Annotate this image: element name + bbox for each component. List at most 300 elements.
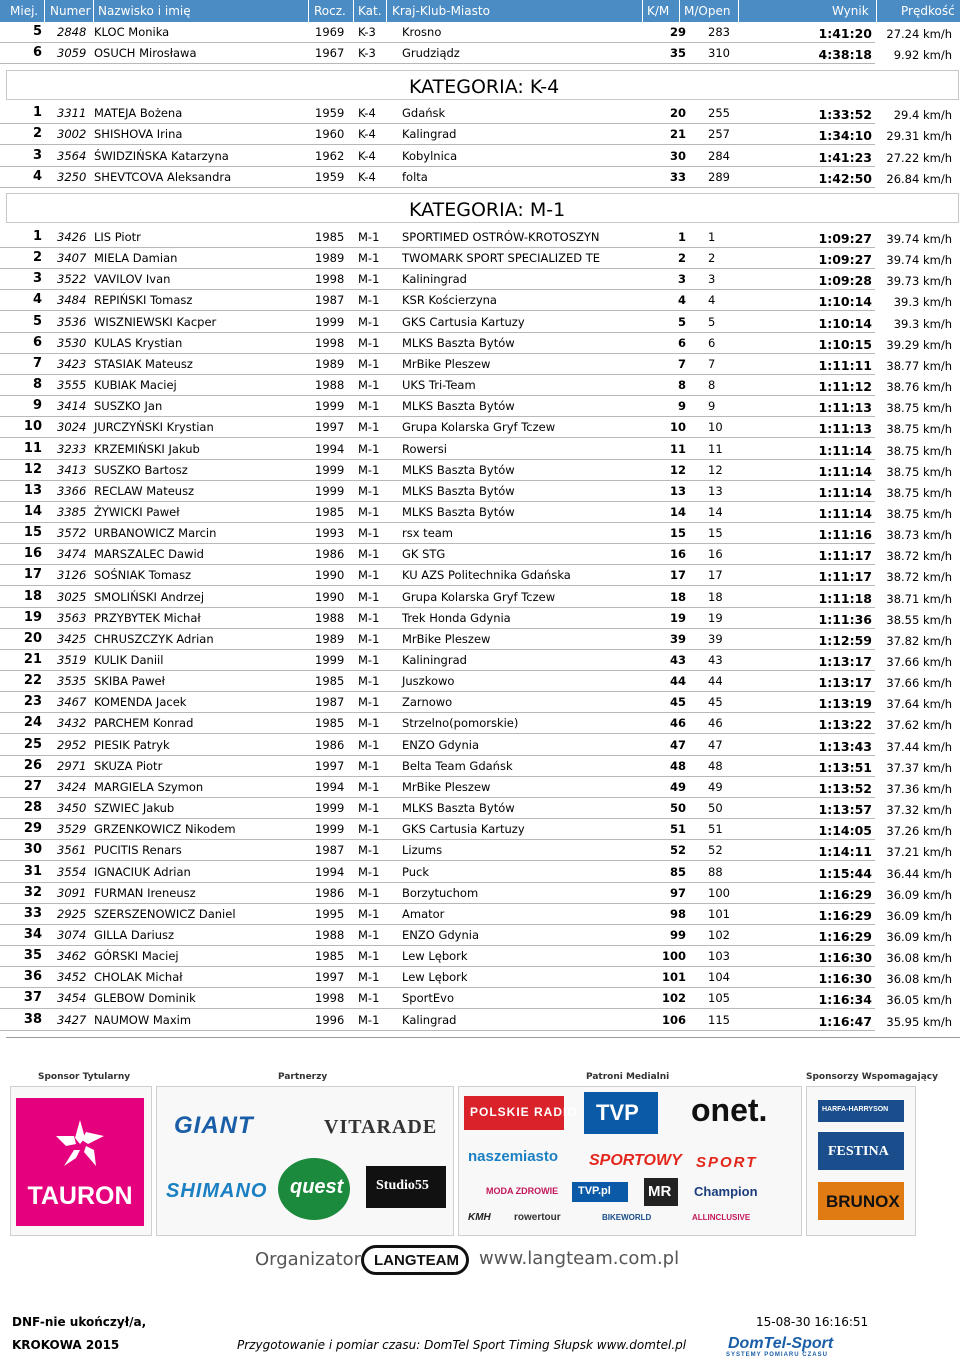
cell-km: 29 (669, 25, 686, 39)
cell-speed: 36.08 km/h (886, 951, 952, 966)
cell-mo: 17 (708, 568, 723, 583)
cell-pos: 31 (23, 863, 42, 879)
cell-wynik: 1:14:11 (818, 844, 872, 860)
table-row (0, 227, 960, 248)
cell-city: KU AZS Politechnika Gdańska (402, 568, 571, 583)
cell-city: Rowersi (402, 441, 447, 456)
cell-mo: 19 (708, 610, 723, 625)
cell-name: PIESIK Patryk (94, 737, 170, 752)
table-row (0, 146, 960, 167)
cell-speed: 36.09 km/h (886, 887, 952, 902)
cell-year: 1988 (315, 378, 345, 393)
cell-wynik: 1:11:14 (818, 505, 872, 521)
cell-name: JURCZYŃSKI Krystian (94, 420, 214, 435)
cell-name: PRZYBYTEK Michał (94, 610, 201, 625)
shimano-logo: SHIMANO (166, 1180, 268, 1202)
table-row (0, 333, 960, 354)
header-miej: Miej. (10, 4, 39, 18)
cell-wynik: 1:16:47 (818, 1013, 872, 1029)
cell-city: Kalingrad (402, 127, 457, 142)
cell-pos: 4 (32, 168, 42, 184)
cell-mo: 52 (708, 843, 723, 858)
allinclusive-logo: ALLINCLUSIVE (692, 1213, 751, 1222)
cell-wynik: 1:14:05 (818, 823, 872, 839)
cell-year: 1985 (315, 949, 345, 964)
cell-name: ŚWIDZIŃSKA Katarzyna (94, 148, 229, 163)
cell-wynik: 1:11:14 (818, 484, 872, 500)
cell-year: 1989 (315, 356, 345, 371)
cell-cat: M-1 (358, 864, 380, 879)
cell-km: 7 (677, 356, 686, 371)
header-separator (93, 0, 94, 22)
cell-km: 44 (669, 674, 686, 689)
cell-cat: M-1 (358, 399, 380, 414)
cell-km: 33 (669, 169, 686, 184)
cell-city: Kobylnica (402, 148, 458, 163)
cell-num: 3074 (57, 927, 87, 942)
cell-wynik: 1:11:14 (818, 442, 872, 458)
cell-cat: M-1 (358, 970, 380, 985)
cell-num: 3536 (57, 314, 87, 329)
cell-year: 1988 (315, 610, 345, 625)
table-row (0, 523, 960, 544)
cell-num: 3432 (57, 716, 87, 731)
cell-speed: 39.3 km/h (893, 316, 952, 331)
cell-num: 2848 (57, 25, 87, 39)
cell-mo: 284 (708, 148, 730, 163)
cell-name: VAVILOV Ivan (94, 272, 171, 287)
cell-speed: 39.74 km/h (886, 253, 952, 268)
cell-speed: 37.32 km/h (886, 803, 952, 818)
cell-num: 3561 (57, 843, 87, 858)
cell-mo: 6 (708, 335, 716, 350)
cell-wynik: 1:10:14 (818, 315, 872, 331)
table-row (0, 777, 960, 798)
cell-mo: 103 (708, 949, 730, 964)
header-separator (308, 0, 309, 22)
cell-wynik: 1:11:11 (818, 357, 872, 373)
cell-name: KOMENDA Jacek (94, 695, 187, 710)
polskie-radio-text: POLSKIE RADIO (470, 1105, 578, 1119)
table-row (0, 946, 960, 967)
sponsor-title-media: Patroni Medialni (586, 1072, 670, 1082)
cell-wynik: 1:11:13 (818, 421, 872, 437)
cell-speed: 27.24 km/h (886, 27, 952, 41)
header-separator (876, 0, 877, 22)
cell-name: STASIAK Mateusz (94, 356, 193, 371)
category-title: KATEGORIA: K-4 (409, 76, 560, 98)
cell-wynik: 1:16:29 (818, 907, 872, 923)
cell-km: 15 (669, 526, 686, 541)
cell-mo: 8 (708, 378, 716, 393)
table-row (0, 43, 960, 64)
cell-wynik: 1:10:15 (818, 336, 872, 352)
cell-km: 49 (669, 779, 686, 794)
cell-year: 1999 (315, 462, 345, 477)
cell-year: 1998 (315, 272, 345, 287)
cell-city: Kalingrad (402, 1012, 457, 1027)
cell-wynik: 1:42:50 (818, 170, 872, 186)
cell-mo: 9 (708, 399, 716, 414)
cell-year: 1995 (315, 906, 345, 921)
cell-num: 3519 (57, 653, 87, 667)
cell-speed: 37.26 km/h (886, 824, 952, 839)
langteam-logo (361, 1245, 469, 1275)
header-separator (44, 0, 45, 22)
cell-cat: M-1 (358, 779, 380, 794)
row-divider (0, 1030, 875, 1031)
cell-city: MLKS Baszta Bytów (402, 801, 515, 816)
table-row (0, 925, 960, 946)
table-row (0, 544, 960, 565)
cell-mo: 48 (708, 758, 723, 773)
cell-wynik: 1:12:59 (818, 632, 872, 648)
cell-pos: 1 (32, 105, 42, 120)
cell-wynik: 1:11:13 (818, 400, 872, 416)
onet-logo: onet. (691, 1092, 768, 1128)
cell-speed: 39.74 km/h (886, 232, 952, 246)
organizer-label: Organizator (255, 1249, 362, 1270)
cell-pos: 25 (23, 736, 42, 752)
cell-pos: 3 (32, 271, 42, 287)
cell-year: 1985 (315, 230, 345, 244)
cell-name: KULAS Krystian (94, 335, 183, 350)
cell-wynik: 1:16:34 (818, 992, 872, 1008)
cell-speed: 38.75 km/h (886, 506, 952, 521)
cell-pos: 22 (23, 673, 42, 689)
category-heading-k4 (6, 70, 959, 100)
cell-pos: 5 (32, 24, 42, 39)
cell-name: MIELA Damian (94, 251, 178, 266)
sponsor-title-partners: Partnerzy (278, 1072, 328, 1082)
cell-city: ENZO Gdynia (402, 737, 480, 752)
tvp-sport-logo: SPORT (696, 1154, 758, 1171)
cell-year: 1997 (315, 758, 345, 773)
cell-year: 1959 (315, 169, 345, 184)
cell-wynik: 1:11:17 (818, 548, 872, 564)
cell-mo: 39 (708, 631, 723, 646)
table-row (0, 735, 960, 756)
cell-speed: 36.09 km/h (886, 908, 952, 923)
cell-name: CHRUSZCZYK Adrian (94, 631, 214, 646)
cell-pos: 2 (32, 126, 42, 142)
cell-num: 2952 (57, 737, 87, 752)
studio55-logo (366, 1166, 446, 1208)
cell-cat: M-1 (358, 906, 380, 921)
cell-city: Kaliningrad (402, 653, 467, 667)
cell-year: 1998 (315, 335, 345, 350)
table-row (0, 587, 960, 608)
cell-mo: 45 (708, 695, 723, 710)
cell-name: MARGIELA Szymon (94, 779, 204, 794)
header-separator (679, 0, 680, 22)
cell-pos: 35 (23, 948, 42, 964)
cell-cat: M-1 (358, 610, 380, 625)
cell-name: GRZENKOWICZ Nikodem (94, 822, 236, 837)
cell-km: 35 (669, 46, 686, 61)
cell-cat: M-1 (358, 822, 380, 837)
table-row (0, 439, 960, 460)
cell-city: MLKS Baszta Bytów (402, 504, 515, 519)
cell-mo: 2 (708, 251, 716, 266)
cell-wynik: 1:16:29 (818, 886, 872, 902)
cell-name: FURMAN Ireneusz (94, 885, 196, 900)
cell-num: 3452 (57, 970, 87, 985)
cell-pos: 3 (32, 147, 42, 163)
cell-km: 8 (677, 378, 686, 393)
cell-city: Strzelno(pomorskie) (402, 716, 519, 731)
cell-year: 1999 (315, 314, 345, 329)
cell-pos: 20 (23, 630, 42, 646)
cell-year: 1986 (315, 737, 345, 752)
cell-num: 3454 (57, 991, 87, 1006)
cell-year: 1994 (315, 441, 345, 456)
cell-mo: 102 (708, 927, 730, 942)
table-row (0, 312, 960, 333)
tvp-text: TVP (596, 1100, 639, 1125)
cell-speed: 35.95 km/h (886, 1014, 952, 1029)
cell-name: PARCHEM Konrad (94, 716, 194, 731)
cell-city: MLKS Baszta Bytów (402, 483, 515, 498)
cell-year: 1988 (315, 927, 345, 942)
cell-year: 1985 (315, 716, 345, 731)
cell-year: 1998 (315, 991, 345, 1006)
header-separator (642, 0, 643, 22)
cell-speed: 29.4 km/h (893, 108, 952, 122)
cell-year: 1999 (315, 822, 345, 837)
cell-speed: 39.29 km/h (886, 337, 952, 352)
cell-pos: 16 (23, 546, 42, 562)
brunox-text: BRUNOX (826, 1192, 900, 1211)
cell-cat: M-1 (358, 272, 380, 287)
cell-km: 2 (677, 251, 686, 266)
cell-pos: 38 (23, 1011, 42, 1027)
cell-cat: K-4 (358, 106, 376, 120)
cell-mo: 16 (708, 547, 723, 562)
cell-city: Trek Honda Gdynia (402, 610, 511, 625)
table-row (0, 396, 960, 417)
cell-num: 3424 (57, 779, 87, 794)
cell-year: 1989 (315, 631, 345, 646)
harfa-logo (818, 1100, 904, 1122)
cell-num: 3484 (57, 293, 87, 308)
giant-logo: GIANT (174, 1112, 254, 1139)
cell-name: URBANOWICZ Marcin (94, 526, 217, 541)
cell-km: 50 (669, 801, 686, 816)
cell-speed: 36.09 km/h (886, 929, 952, 944)
harfa-text: HARFA-HARRYSON (822, 1106, 889, 1113)
table-end-line (6, 1037, 960, 1038)
cell-cat: M-1 (358, 695, 380, 710)
cell-km: 16 (669, 547, 686, 562)
table-row (0, 608, 960, 629)
cell-wynik: 1:11:16 (818, 527, 872, 543)
cell-name: PUCITIS Renars (94, 843, 182, 858)
footer-timing: Przygotowanie i pomiar czasu: DomTel Sport Timing Słupsk www.domtel.pl (237, 1338, 687, 1352)
category-heading-m1 (6, 193, 959, 223)
cell-km: 52 (669, 843, 686, 858)
cell-wynik: 1:41:20 (818, 26, 872, 41)
cell-year: 1999 (315, 801, 345, 816)
cell-speed: 38.72 km/h (886, 549, 952, 564)
cell-cat: M-1 (358, 949, 380, 964)
cell-num: 3385 (57, 504, 87, 519)
cell-mo: 255 (708, 106, 730, 120)
table-row (0, 103, 960, 124)
cell-year: 1985 (315, 504, 345, 519)
table-row (0, 481, 960, 502)
header-separator (386, 0, 387, 22)
cell-num: 3474 (57, 547, 87, 562)
cell-pos: 37 (23, 990, 42, 1006)
domtel-logo (724, 1335, 858, 1359)
cell-wynik: 1:13:52 (818, 780, 872, 796)
cell-speed: 37.64 km/h (886, 697, 952, 712)
cell-year: 1999 (315, 483, 345, 498)
cell-city: rsx team (402, 526, 454, 541)
cell-speed: 37.36 km/h (886, 781, 952, 796)
cell-km: 30 (669, 148, 686, 163)
cell-km: 97 (669, 885, 686, 900)
results-table-header (0, 0, 960, 22)
cell-mo: 257 (708, 127, 730, 142)
cell-speed: 38.75 km/h (886, 464, 952, 479)
cell-name: SKIBA Paweł (94, 674, 165, 689)
cell-cat: M-1 (358, 568, 380, 583)
brunox-logo (818, 1182, 904, 1220)
domtel-text: DomTel-Sport (728, 1335, 834, 1352)
cell-city: folta (402, 169, 428, 184)
cell-name: GÓRSKI Maciej (94, 949, 179, 964)
cell-wynik: 1:11:12 (818, 379, 872, 395)
cell-pos: 33 (23, 905, 42, 921)
header-wynik: Wynik (832, 4, 869, 18)
studio55-text: Studio55 (376, 1178, 429, 1193)
cell-year: 1987 (315, 843, 345, 858)
cell-cat: M-1 (358, 356, 380, 371)
cell-km: 46 (669, 716, 686, 731)
footer-event: KROKOWA 2015 (12, 1338, 120, 1352)
bikeworld-logo: BIKEWORLD (602, 1213, 652, 1222)
cell-speed: 38.76 km/h (886, 380, 952, 395)
cell-km: 14 (669, 504, 686, 519)
cell-speed: 38.75 km/h (886, 485, 952, 500)
cell-num: 3572 (57, 526, 87, 541)
cell-km: 3 (677, 272, 686, 287)
kmh-logo: KMH (468, 1212, 491, 1223)
cell-pos: 21 (23, 652, 42, 667)
cell-num: 3554 (57, 864, 87, 879)
cell-wynik: 1:09:27 (818, 252, 872, 268)
cell-city: MrBike Pleszew (402, 631, 491, 646)
cell-year: 1987 (315, 695, 345, 710)
cell-wynik: 1:11:18 (818, 590, 872, 606)
cell-pos: 11 (23, 440, 42, 456)
festina-text: FESTINA (828, 1144, 889, 1159)
cell-city: GKS Cartusia Kartuzy (402, 822, 525, 837)
cell-km: 99 (669, 927, 686, 942)
cell-city: TWOMARK SPORT SPECIALIZED TE (402, 251, 601, 266)
cell-year: 1994 (315, 864, 345, 879)
cell-city: Zarnowo (402, 695, 453, 710)
cell-km: 12 (669, 462, 686, 477)
cell-km: 106 (661, 1012, 686, 1027)
table-row (0, 967, 960, 988)
cell-speed: 9.92 km/h (893, 48, 952, 63)
cell-cat: M-1 (358, 504, 380, 519)
cell-km: 43 (669, 653, 686, 667)
cell-speed: 38.77 km/h (886, 358, 952, 373)
cell-wynik: 1:11:14 (818, 463, 872, 479)
cell-mo: 46 (708, 716, 723, 731)
cell-km: 17 (669, 568, 686, 583)
cell-speed: 38.72 km/h (886, 570, 952, 585)
cell-city: Puck (402, 864, 430, 879)
footer-dnf: DNF-nie ukończył/a, (12, 1315, 147, 1329)
mr-logo (644, 1178, 678, 1206)
cell-wynik: 4:38:18 (818, 47, 872, 63)
cell-wynik: 1:41:23 (818, 149, 872, 165)
cell-num: 3233 (57, 441, 87, 456)
cell-pos: 5 (32, 313, 42, 329)
cell-pos: 14 (23, 503, 42, 519)
cell-city: MLKS Baszta Bytów (402, 399, 515, 414)
cell-city: SportEvo (402, 991, 454, 1006)
cell-speed: 38.73 km/h (886, 528, 952, 543)
cell-km: 13 (669, 483, 686, 498)
cell-num: 3024 (57, 420, 87, 435)
table-row (0, 354, 960, 375)
cell-cat: M-1 (358, 230, 380, 244)
table-row (0, 883, 960, 904)
tauron-text: TAURON (27, 1182, 133, 1210)
cell-city: MLKS Baszta Bytów (402, 462, 515, 477)
cell-cat: M-1 (358, 737, 380, 752)
cell-pos: 1 (32, 229, 42, 244)
cell-mo: 14 (708, 504, 723, 519)
cell-km: 100 (661, 949, 686, 964)
cell-city: Grupa Kolarska Gryf Tczew (402, 589, 556, 604)
tauron-star-icon (52, 1116, 108, 1172)
cell-city: Amator (402, 906, 445, 921)
cell-city: MrBike Pleszew (402, 779, 491, 794)
cell-city: SPORTIMED OSTRÓW-KROTOSZYN (402, 230, 600, 244)
organizer-banner (255, 1245, 680, 1279)
cell-speed: 37.82 km/h (886, 633, 952, 648)
cell-cat: M-1 (358, 441, 380, 456)
cell-pos: 36 (23, 969, 42, 985)
cell-wynik: 1:11:17 (818, 569, 872, 585)
cell-pos: 6 (32, 334, 42, 350)
cell-city: Grudziądz (402, 46, 460, 61)
cell-km: 102 (661, 991, 686, 1006)
header-mopen: M/Open (684, 4, 731, 18)
table-row (0, 671, 960, 692)
cell-city: Belta Team Gdańsk (402, 758, 513, 773)
cell-speed: 37.66 km/h (886, 676, 952, 691)
cell-city: Lew Lębork (402, 949, 468, 964)
cell-name: ŻYWICKI Paweł (94, 504, 180, 519)
table-row (0, 1010, 960, 1031)
cell-pos: 18 (23, 588, 42, 604)
cell-name: GILLA Dariusz (94, 927, 175, 942)
cell-cat: K-4 (358, 127, 376, 142)
cell-speed: 39.73 km/h (886, 274, 952, 289)
cell-pos: 13 (23, 482, 42, 498)
cell-pos: 6 (32, 45, 42, 61)
cell-cat: M-1 (358, 843, 380, 858)
cell-num: 3311 (57, 106, 87, 120)
